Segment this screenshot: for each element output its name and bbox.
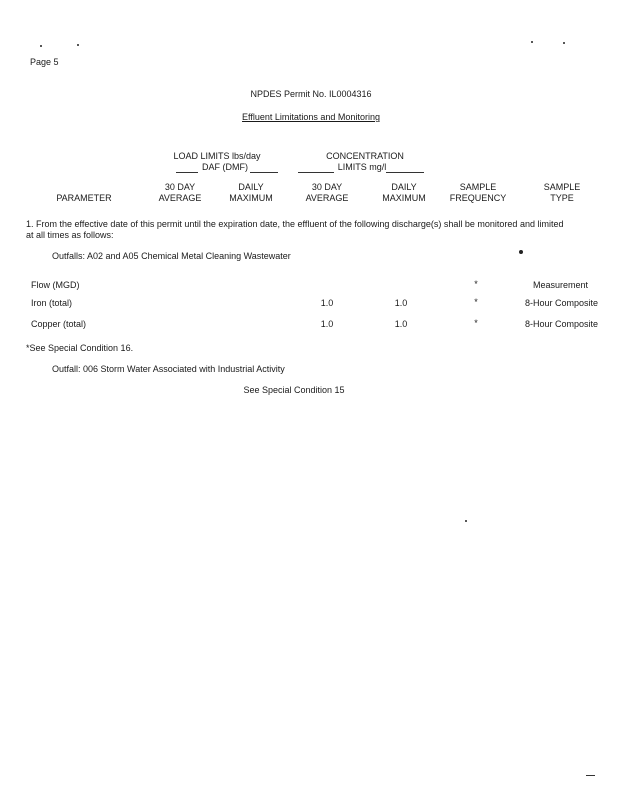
- special-condition-note: See Special Condition 15: [243, 385, 345, 395]
- row-conc-30day: 1.0: [320, 298, 334, 308]
- scan-speck: [77, 44, 79, 46]
- concentration-units: LIMITS mg/l: [337, 162, 387, 172]
- page-label: Page 5: [30, 57, 59, 67]
- col-load-30day-l2: AVERAGE: [158, 193, 202, 203]
- load-limits-units: DAF (DMF): [202, 162, 248, 172]
- row-conc-daily: 1.0: [394, 298, 408, 308]
- load-limits-rule-right: [250, 172, 278, 173]
- col-load-daily-l1: DAILY: [238, 182, 264, 192]
- scan-speck: [531, 41, 533, 43]
- row-sample-type: Measurement: [532, 280, 588, 290]
- row-sample-type: 8-Hour Composite: [524, 319, 598, 329]
- scan-speck: [519, 250, 523, 254]
- col-load-30day-l1: 30 DAY: [164, 182, 196, 192]
- col-load-30day: [159, 182, 202, 204]
- scan-speck: [563, 42, 565, 44]
- col-conc-30day-l1: 30 DAY: [311, 182, 343, 192]
- col-sample-type-l2: TYPE: [550, 193, 574, 203]
- col-conc-daily-l1: DAILY: [391, 182, 417, 192]
- intro-line-2: at all times as follows:: [26, 230, 114, 240]
- footnote: *See Special Condition 16.: [26, 343, 134, 353]
- col-conc-30day: [306, 182, 349, 204]
- col-sample-frequency-l2: FREQUENCY: [449, 193, 507, 203]
- section-subtitle: Effluent Limitations and Monitoring: [242, 112, 380, 122]
- permit-title: NPDES Permit No. IL0004316: [250, 89, 372, 99]
- row-frequency: *: [474, 279, 478, 289]
- row-conc-30day: 1.0: [320, 319, 334, 329]
- col-conc-daily: [382, 182, 426, 204]
- row-parameter: Copper (total): [31, 319, 87, 329]
- col-sample-type: [544, 182, 581, 204]
- concentration-rule-left: [298, 172, 334, 173]
- scan-mark: [586, 775, 595, 776]
- row-frequency: *: [474, 297, 478, 307]
- outfall-heading-1: Outfalls: A02 and A05 Chemical Metal Cleaning Wastewater: [52, 251, 291, 261]
- scan-speck: [465, 520, 467, 522]
- col-load-daily: [229, 182, 273, 204]
- scan-speck: [40, 45, 42, 47]
- col-parameter: PARAMETER: [56, 193, 112, 203]
- col-load-daily-l2: MAXIMUM: [229, 193, 273, 203]
- concentration-rule-right: [386, 172, 424, 173]
- row-parameter: Flow (MGD): [31, 280, 80, 290]
- col-sample-type-l1: SAMPLE: [543, 182, 581, 192]
- col-conc-30day-l2: AVERAGE: [305, 193, 349, 203]
- load-limits-header: LOAD LIMITS lbs/day: [173, 151, 261, 161]
- load-limits-rule-left: [176, 172, 198, 173]
- intro-line-1: 1. From the effective date of this permit until the expiration date, the effluent of the following discharge(s) shall be monitored and limited: [26, 219, 564, 229]
- row-conc-daily: 1.0: [394, 319, 408, 329]
- row-parameter: Iron (total): [31, 298, 73, 308]
- col-sample-frequency-l1: SAMPLE: [459, 182, 497, 192]
- outfall-heading-2: Outfall: 006 Storm Water Associated with Industrial Activity: [52, 364, 285, 374]
- concentration-header: CONCENTRATION: [326, 151, 404, 161]
- col-conc-daily-l2: MAXIMUM: [382, 193, 426, 203]
- col-sample-frequency: [450, 182, 507, 204]
- row-sample-type: 8-Hour Composite: [524, 298, 598, 308]
- row-frequency: *: [474, 318, 478, 328]
